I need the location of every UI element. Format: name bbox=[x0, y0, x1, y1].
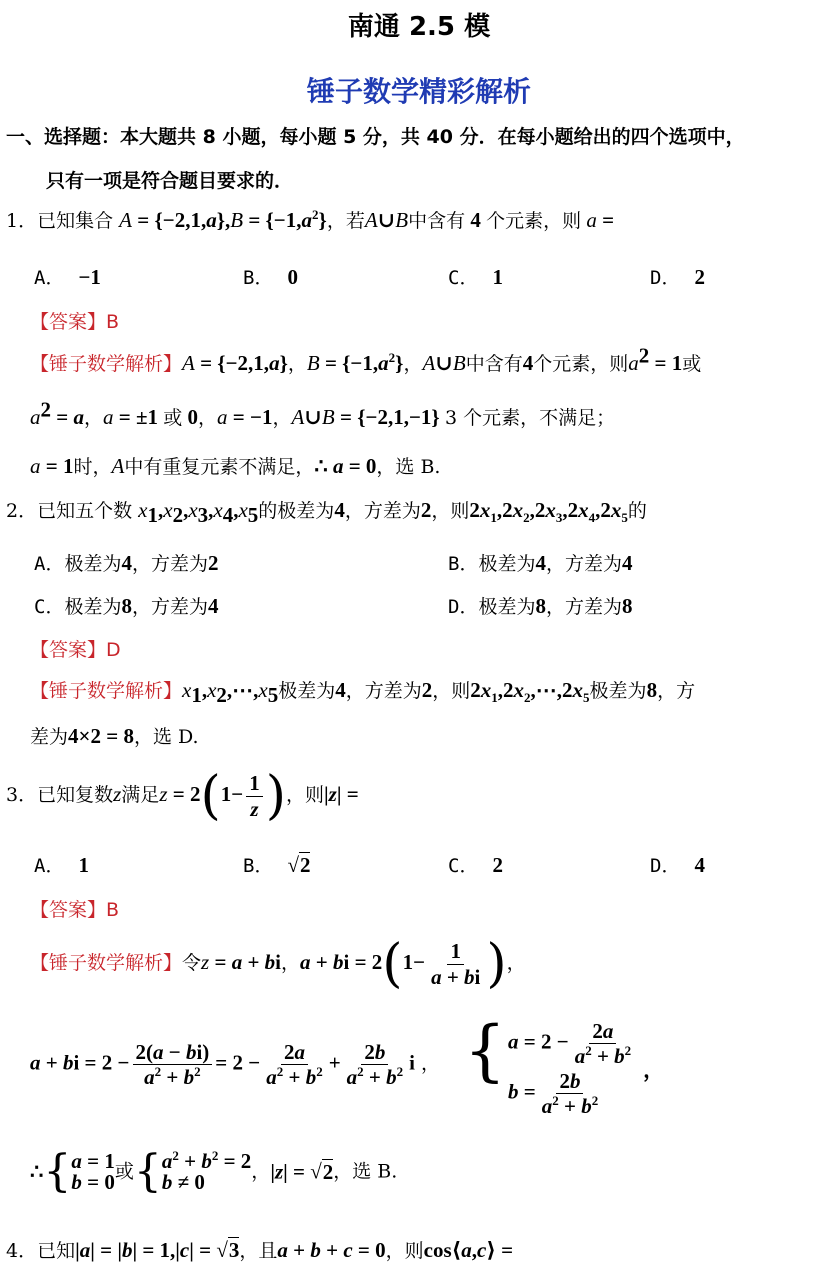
question-4: 4．已知|a| = |b| = 1,|c| = √3，且a + b + c = 0，则cos⟨a,c⟩ = bbox=[6, 1238, 514, 1262]
page-title: 南通 2.5 模 bbox=[347, 12, 491, 42]
q3-equation-system: { a = 2 − $\frac{2a}{a^2 + b^2}$ b = $\frac{2b}{a^2 + b^2}$ ， bbox=[464, 1012, 665, 1118]
q1-option-a: A． −1 bbox=[34, 265, 101, 289]
q1-option-c: C． 1 bbox=[448, 265, 503, 289]
q2-option-d: D．极差为8，方差为8 bbox=[448, 594, 633, 618]
question-2: 2．已知五个数 $x_1,x_2,x_3,x_4,x_5$的极差为4，方差为2，则$2x_1,2x_2,2x_3,2x_4,2x_5$的 bbox=[6, 498, 647, 527]
q1-option-b: B． 0 bbox=[243, 265, 298, 289]
question-number: 3． bbox=[6, 784, 38, 806]
q3-option-c: C． 2 bbox=[448, 853, 503, 877]
question-number: 1． bbox=[6, 210, 38, 232]
q1-solution-line1: 【锤子数学解析】A = {−2,1,a}，$B = \{-1,a^2\}$，A∪B中含有4个元素，则$a^2 = 1$或 bbox=[30, 343, 702, 375]
page-subtitle: 锤子数学精彩解析 bbox=[306, 75, 531, 108]
q3-answer: 【答案】B bbox=[30, 899, 120, 921]
q3-option-a: A． 1 bbox=[34, 853, 89, 877]
q1-answer: 【答案】B bbox=[30, 311, 120, 333]
q2-answer: 【答案】D bbox=[30, 639, 121, 661]
question-1: 1．已知集合 $A = \{-2,1,a\},B = \{-1,a^2\}$，若A∪B中含有 4 个元素，则 a = bbox=[6, 207, 615, 232]
section-heading-line2: 只有一项是符合题目要求的． bbox=[46, 170, 294, 192]
q3-option-d: D． 4 bbox=[650, 853, 705, 877]
q3-option-b: B． √2 bbox=[243, 853, 311, 877]
q3-solution-line1: 【锤子数学解析】令z = a + bi，a + bi = 2(1− $\frac{1}{a + bi}$ )， bbox=[30, 934, 526, 994]
q1-solution-line2: $a^2 = a$，a = ±1 或 0，a = −1，A∪B = {−2,1,−1} 3 个元素，不满足； bbox=[30, 397, 616, 429]
q2-option-c: C．极差为8，方差为4 bbox=[34, 594, 219, 618]
q1-option-d: D． 2 bbox=[650, 265, 705, 289]
question-number: 2． bbox=[6, 500, 38, 522]
q2-solution-line1: 【锤子数学解析】$x_1,x_2,\cdots,x_5$极差为4，方差为2，则$2x_1,2x_2,\cdots,2x_5$极差为8，方 bbox=[30, 678, 696, 707]
section-heading-line1: 一、选择题：本大题共 8 小题，每小题 5 分，共 40 分．在每小题给出的四个选项中， bbox=[6, 126, 745, 148]
question-3: 3．已知复数z满足z = 2(1− $\frac{1}{z}$ )，则|z| = bbox=[6, 766, 359, 826]
q3-solution-line2: a + bi = 2 − $\frac{2(a - bi)}{a^2 + b^2}$ = 2 − $\frac{2a}{a^2 + b^2}$ + $\frac{2b}{a^2 + b^2}$ i ， bbox=[30, 1040, 441, 1090]
q1-solution-line3: a = 1时，A中有重复元素不满足，∴ a = 0，选 B. bbox=[30, 454, 441, 478]
question-number: 4． bbox=[6, 1240, 38, 1262]
q2-option-b: B．极差为4，方差为4 bbox=[448, 551, 633, 575]
q2-solution-line2: 差为4×2 = 8，选 D. bbox=[30, 724, 199, 748]
q3-solution-line4: ∴{ a = 1 b = 0 或{ $a^2 + b^2 = 2$ b ≠ 0 ，|z| = √2，选 B. bbox=[30, 1146, 398, 1197]
q2-option-a: A．极差为4，方差为2 bbox=[34, 551, 219, 575]
